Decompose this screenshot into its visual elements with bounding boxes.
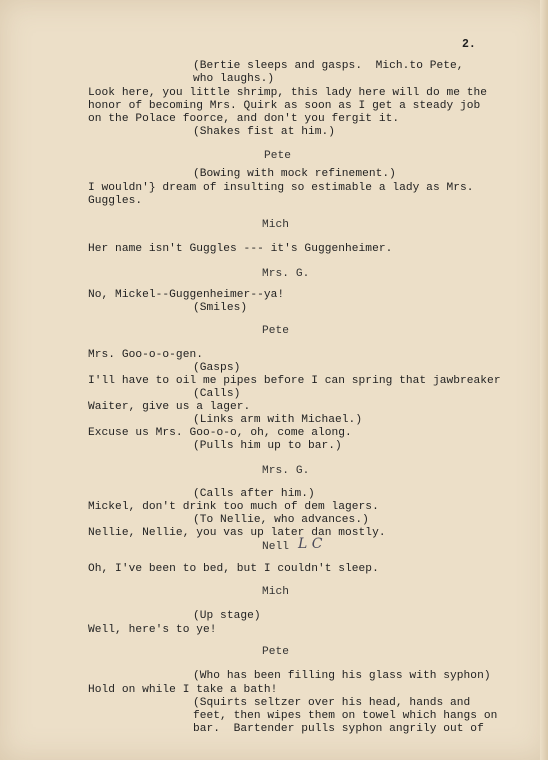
character-name: Pete — [262, 325, 290, 337]
dialogue-line: No, Mickel--Guggenheimer--ya! — [88, 289, 285, 301]
dialogue-line: Waiter, give us a lager. — [88, 401, 251, 413]
stage-direction: (Bowing with mock refinement.) — [193, 168, 396, 180]
page-number: 2. — [462, 38, 476, 51]
character-name: Mich — [262, 586, 290, 598]
dialogue-line: Look here, you little shrimp, this lady here will do me the — [88, 87, 488, 99]
dialogue-line: Nellie, Nellie, you vas up later dan mostly. — [88, 527, 386, 539]
stage-direction: (Calls after him.) — [193, 488, 315, 500]
stage-direction: (Smiles) — [193, 302, 248, 314]
stage-direction: bar. Bartender pulls syphon angrily out of — [193, 723, 484, 735]
stage-direction: feet, then wipes them on towel which hangs on — [193, 710, 498, 722]
dialogue-line: Guggles. — [88, 195, 143, 207]
character-name: Pete — [262, 646, 290, 658]
character-name: Pete — [264, 150, 292, 162]
dialogue-line: Her name isn't Guggles --- it's Guggenheimer. — [88, 243, 393, 255]
stage-direction: (Who has been filling his glass with syphon) — [193, 670, 491, 682]
stage-direction: (Bertie sleeps and gasps. Mich.to Pete, — [193, 60, 464, 72]
dialogue-line: Excuse us Mrs. Goo-o-o, oh, come along. — [88, 427, 352, 439]
stage-direction: (Up stage) — [193, 610, 261, 622]
dialogue-line: honor of becoming Mrs. Quirk as soon as I get a steady job — [88, 100, 481, 112]
character-name: Nell — [262, 541, 290, 553]
character-name: Mrs. G. — [262, 268, 310, 280]
stage-direction: (Pulls him up to bar.) — [193, 440, 342, 452]
dialogue-line: on the Polace foorce, and don't you fergit it. — [88, 113, 400, 125]
stage-direction: who laughs.) — [193, 73, 275, 85]
stage-direction: (Shakes fist at him.) — [193, 126, 336, 138]
stage-direction: (To Nellie, who advances.) — [193, 514, 369, 526]
character-name: Mrs. G. — [262, 465, 310, 477]
dialogue-line: Well, here's to ye! — [88, 624, 217, 636]
handwritten-note: L C — [298, 536, 323, 552]
page-edge — [540, 0, 548, 760]
dialogue-line: I wouldn'} dream of insulting so estimable a lady as Mrs. — [88, 182, 474, 194]
dialogue-line: Hold on while I take a bath! — [88, 684, 278, 696]
dialogue-line: Mickel, don't drink too much of dem lagers. — [88, 501, 379, 513]
character-name: Mich — [262, 219, 290, 231]
stage-direction: (Links arm with Michael.) — [193, 414, 363, 426]
dialogue-line: Oh, I've been to bed, but I couldn't sleep. — [88, 563, 379, 575]
stage-direction: (Gasps) — [193, 362, 241, 374]
stage-direction: (Squirts seltzer over his head, hands and — [193, 697, 471, 709]
stage-direction: (Calls) — [193, 388, 241, 400]
dialogue-line: I'll have to oil me pipes before I can spring that jawbreaker — [88, 375, 501, 387]
dialogue-line: Mrs. Goo-o-o-gen. — [88, 349, 203, 361]
